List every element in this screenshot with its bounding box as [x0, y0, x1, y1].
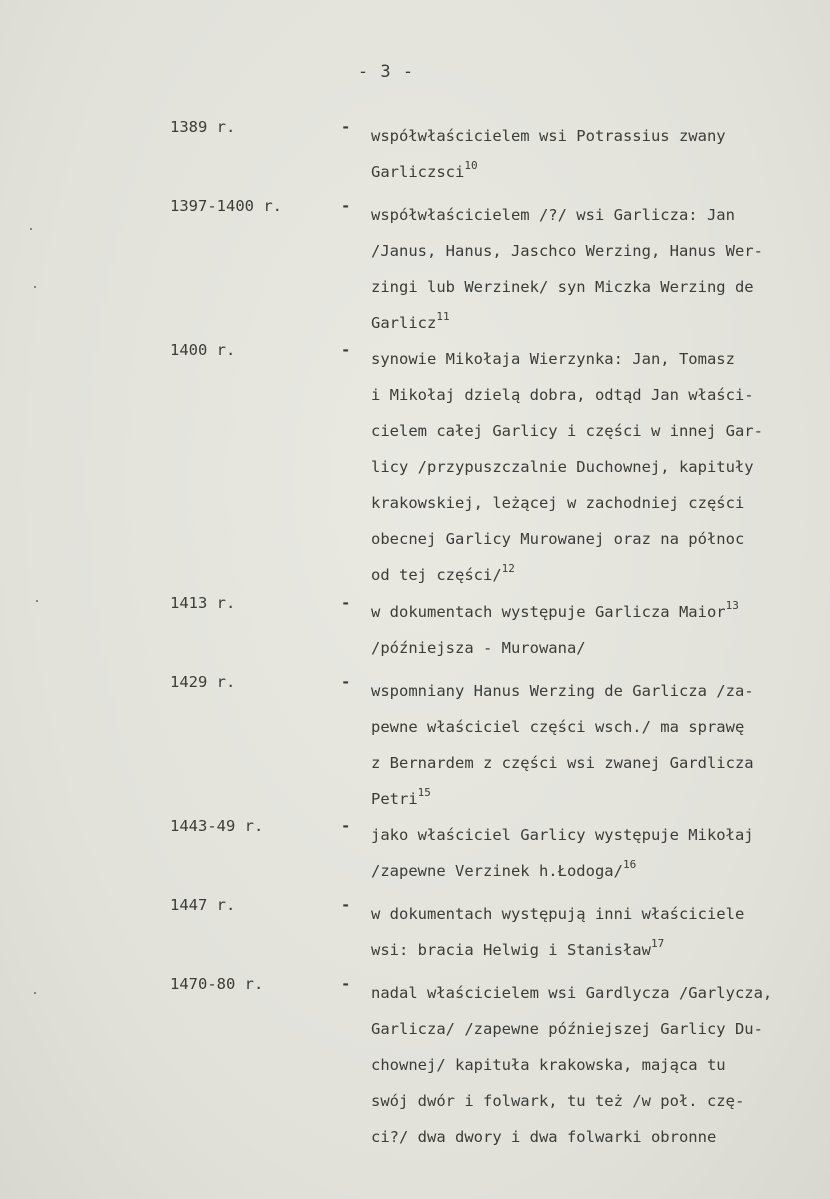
entry-dash: -	[341, 197, 351, 215]
entry-text-line	[371, 781, 816, 817]
entry-text-line	[371, 709, 816, 745]
footnote-reference: 11	[436, 310, 450, 323]
line-text: synowie Mikołaja Wierzynka: Jan, Tomasz	[371, 350, 735, 368]
entry-text-line	[371, 341, 816, 377]
entry-text-line	[371, 521, 816, 557]
margin-speck	[36, 600, 38, 602]
entry-text-line	[371, 305, 816, 341]
entry-text-line	[371, 557, 816, 593]
entry-text-line	[371, 975, 816, 1011]
line-text: Petri	[371, 790, 418, 808]
entry-text-line	[371, 154, 816, 190]
line-text: /zapewne Verzinek h.Łodoga/	[371, 862, 623, 880]
entry-text	[371, 975, 816, 1155]
entry-date: 1400 r.	[170, 341, 236, 359]
entry-text-line	[371, 118, 816, 154]
line-text: wsi: bracia Helwig i Stanisław	[371, 941, 651, 959]
line-text: Garlicza/ /zapewne późniejszej Garlicy Du-	[371, 1020, 763, 1038]
line-text: krakowskiej, leżącej w zachodniej części	[371, 494, 745, 512]
line-text: chownej/ kapituła krakowska, mająca tu	[371, 1056, 726, 1074]
footnote-reference: 12	[501, 562, 515, 575]
line-text: wspomniany Hanus Werzing de Garlicza /za-	[371, 682, 754, 700]
entry-text-line	[371, 1119, 816, 1155]
margin-speck	[34, 286, 36, 288]
line-text: Garlicz	[371, 314, 437, 332]
footnote-reference: 16	[622, 858, 637, 871]
entry-date: 1429 r.	[170, 673, 236, 691]
entry-dash: -	[341, 118, 351, 136]
entry-dash: -	[341, 341, 351, 359]
line-text: jako właściciel Garlicy występuje Mikołaj	[371, 826, 754, 844]
entry-text-line	[371, 1047, 816, 1083]
entry-text-line	[371, 1011, 816, 1047]
entry-text	[371, 118, 816, 190]
footnote-reference: 13	[725, 599, 739, 612]
margin-speck	[34, 992, 36, 994]
line-text: cielem całej Garlicy i części w innej Gar-	[371, 422, 763, 440]
entry-text-line	[371, 896, 816, 932]
entry-date: 1443-49 r.	[170, 817, 264, 835]
footnote-reference: 17	[650, 937, 665, 950]
entry-dash: -	[341, 817, 351, 835]
entry-text-line	[371, 197, 816, 233]
line-text: w dokumentach występują inni właściciele	[371, 905, 745, 923]
entry-text-line	[371, 233, 816, 269]
entry-date: 1389 r.	[170, 118, 236, 136]
line-text: współwłaścicielem wsi Potrassius zwany	[371, 127, 726, 145]
entry-text	[371, 673, 816, 817]
entry-text	[371, 197, 816, 341]
entry-text-line	[371, 485, 816, 521]
entry-text-line	[371, 377, 816, 413]
entry-text-line	[371, 449, 816, 485]
entry-date: 1397-1400 r.	[170, 197, 282, 215]
entry-text-line	[371, 630, 816, 666]
entry-text	[371, 594, 816, 666]
entry-dash: -	[341, 975, 351, 993]
footnote-reference: 15	[417, 786, 431, 799]
entry-text-line	[371, 413, 816, 449]
entry-text-line	[371, 932, 816, 968]
page-number: - 3 -	[357, 62, 415, 82]
entry-text-line	[371, 594, 816, 630]
line-text: swój dwór i folwark, tu też /w poł. czę-	[371, 1092, 745, 1110]
entry-date: 1470-80 r.	[170, 975, 264, 993]
line-text: pewne właściciel części wsch./ ma sprawę	[371, 718, 745, 736]
entry-text	[371, 341, 816, 593]
line-text: /późniejsza - Murowana/	[371, 639, 586, 657]
entry-text	[371, 817, 816, 889]
entry-text-line	[371, 269, 816, 305]
line-text: Garliczsci	[371, 163, 465, 181]
line-text: z Bernardem z części wsi zwanej Gardlicza	[371, 754, 754, 772]
line-text: nadal właścicielem wsi Gardlycza /Garlycza,	[371, 984, 773, 1002]
line-text: licy /przypuszczalnie Duchownej, kapituły	[371, 458, 754, 476]
line-text: zingi lub Werzinek/ syn Miczka Werzing de	[371, 278, 754, 296]
entry-date: 1447 r.	[170, 896, 236, 914]
line-text: i Mikołaj dzielą dobra, odtąd Jan właści-	[371, 386, 754, 404]
entry-text-line	[371, 673, 816, 709]
entry-dash: -	[341, 594, 351, 612]
entry-text-line	[371, 745, 816, 781]
line-text: od tej części/	[371, 566, 502, 584]
entry-text-line	[371, 817, 816, 853]
footnote-reference: 10	[464, 159, 478, 172]
margin-speck	[30, 228, 32, 230]
line-text: ci?/ dwa dwory i dwa folwarki obronne	[371, 1128, 717, 1146]
line-text: współwłaścicielem /?/ wsi Garlicza: Jan	[371, 206, 735, 224]
line-text: /Janus, Hanus, Jaschco Werzing, Hanus Wer-	[371, 242, 763, 260]
entry-dash: -	[341, 673, 351, 691]
line-text: obecnej Garlicy Murowanej oraz na północ	[371, 530, 745, 548]
entry-text-line	[371, 1083, 816, 1119]
entry-text-line	[371, 853, 816, 889]
line-text: w dokumentach występuje Garlicza Maior	[371, 603, 726, 621]
entry-dash: -	[341, 896, 351, 914]
entry-text	[371, 896, 816, 968]
entry-date: 1413 r.	[170, 594, 236, 612]
